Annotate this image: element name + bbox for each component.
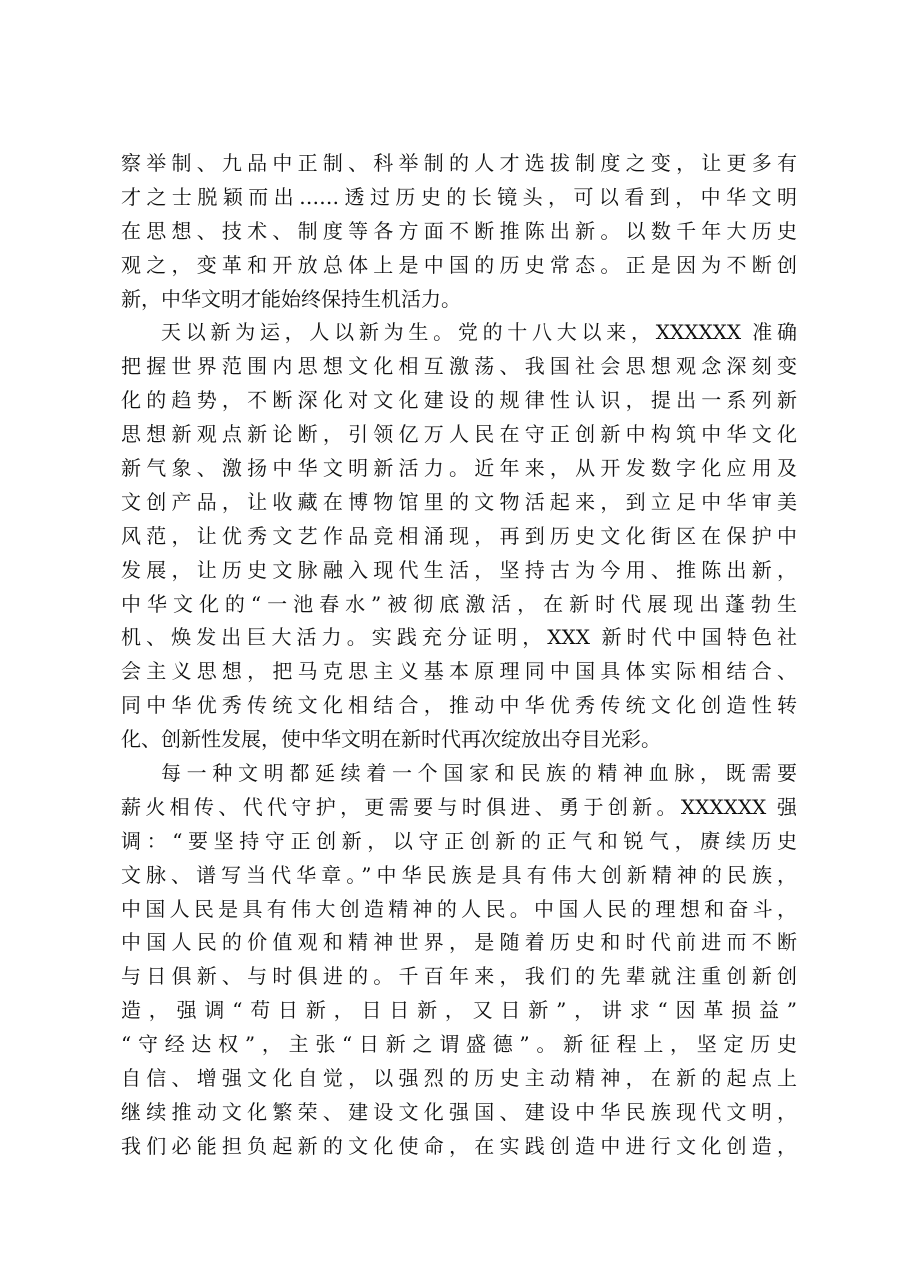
text-line: 机、焕发出巨大活力。实践充分证明，XXX 新时代中国特色社 (121, 625, 797, 650)
text-line: 在思想、技术、制度等各方面不断推陈出新。以数千年大历史 (121, 218, 797, 243)
text-line: 每一种文明都延续着一个国家和民族的精神血脉，既需要 (161, 761, 797, 786)
text-line: 化、创新性发展，使中华文明在新时代再次绽放出夺目光彩。 (121, 727, 661, 752)
text-line: 观之，变革和开放总体上是中国的历史常态。正是因为不断创 (121, 252, 797, 277)
text-line: 新，中华文明才能始终保持生机活力。 (121, 286, 461, 311)
text-line: 自信、增强文化自觉，以强烈的历史主动精神，在新的起点上 (121, 1066, 797, 1091)
text-line: 同中华优秀传统文化相结合，推动中华优秀传统文化创造性转 (121, 693, 797, 718)
text-line: 中国人民是具有伟大创造精神的人民。中国人民的理想和奋斗， (121, 896, 797, 921)
text-line: 文脉、谱写当代华章。”中华民族是具有伟大创新精神的民族， (121, 862, 797, 887)
text-line: 与日俱新、与时俱进的。千百年来，我们的先辈就注重创新创 (121, 964, 797, 989)
text-line: 造，强调“苟日新，日日新，又日新”，讲求“因革损益” (121, 998, 797, 1023)
text-line: 会主义思想，把马克思主义基本原理同中国具体实际相结合、 (121, 659, 797, 684)
text-line: 继续推动文化繁荣、建设文化强国、建设中华民族现代文明， (121, 1099, 797, 1124)
text-line: 调：“要坚持守正创新，以守正创新的正气和锐气，赓续历史 (121, 828, 797, 853)
text-line: 发展，让历史文脉融入现代生活，坚持古为今用、推陈出新， (121, 557, 797, 582)
text-line: 中国人民的价值观和精神世界，是随着历史和时代前进而不断 (121, 930, 797, 955)
text-line: 我们必能担负起新的文化使命，在实践创造中进行文化创造， (121, 1133, 797, 1158)
text-line: 才之士脱颖而出……透过历史的长镜头，可以看到，中华文明 (121, 184, 797, 209)
text-line: 中华文化的“一池春水”被彻底激活，在新时代展现出蓬勃生 (121, 591, 797, 616)
text-line: “守经达权”，主张“日新之谓盛德”。新征程上，坚定历史 (121, 1032, 797, 1057)
text-line: 天以新为运，人以新为生。党的十八大以来，XXXXXX 准确 (161, 320, 797, 345)
text-line: 新气象、激扬中华文明新活力。近年来，从开发数字化应用及 (121, 456, 797, 481)
text-line: 薪火相传、代代守护，更需要与时俱进、勇于创新。XXXXXX 强 (121, 794, 797, 819)
text-line: 思想新观点新论断，引领亿万人民在守正创新中构筑中华文化 (121, 422, 797, 447)
text-line: 风范，让优秀文艺作品竞相涌现，再到历史文化街区在保护中 (121, 523, 797, 548)
text-line: 把握世界范围内思想文化相互激荡、我国社会思想观念深刻变 (121, 354, 797, 379)
text-line: 察举制、九品中正制、科举制的人才选拔制度之变，让更多有 (121, 151, 797, 175)
article-body (121, 147, 797, 1164)
text-line: 化的趋势，不断深化对文化建设的规律性认识，提出一系列新 (121, 388, 797, 413)
text-line: 文创产品，让收藏在博物馆里的文物活起来，到立足中华审美 (121, 489, 797, 514)
